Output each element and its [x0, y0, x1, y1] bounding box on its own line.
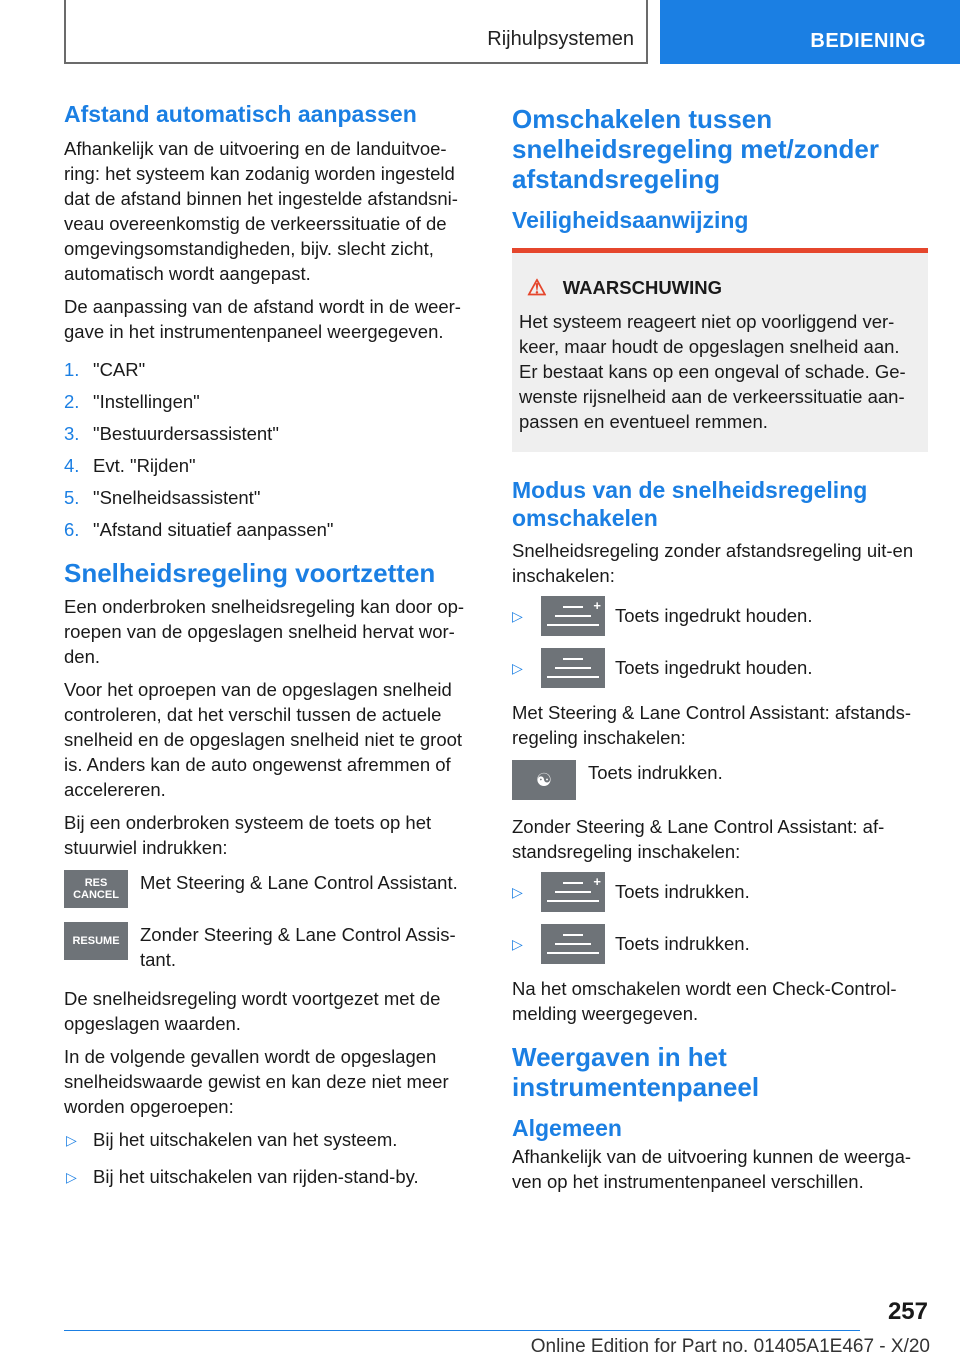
list-item: 2. "Instellingen": [64, 391, 200, 412]
warning-title: ⚠ WAARSCHUWING: [527, 275, 723, 300]
resume-button-icon: RESUME: [64, 922, 128, 960]
triangle-bullet-icon: ▷: [512, 883, 523, 900]
list-item: ▷ Bij het uitschakelen van rijden-stand-by.: [64, 1164, 478, 1189]
list-item: 4. Evt. "Rijden": [64, 455, 196, 476]
chapter-title: BEDIENING: [810, 30, 926, 52]
resume-text: Zonder Steering & Lane Control Assis-tant.: [140, 924, 456, 970]
right-column: [512, 100, 928, 1202]
heading-modus: Modus van de snelheidsregeling omschakelen: [512, 477, 868, 531]
list-item: 1. "CAR": [64, 359, 146, 380]
heading-algemeen: Algemeen: [512, 1115, 622, 1141]
res-cancel-button-icon: RES CANCEL: [64, 870, 128, 908]
paragraph: Met Steering & Lane Control Assistant: afstands-regeling inschakelen:: [512, 702, 911, 748]
lane-row: ▷ Toets ingedrukt houden.: [512, 648, 928, 688]
paragraph: Na het omschakelen wordt een Check-Control-melding weergegeven.: [512, 978, 897, 1024]
heading-afstand: Afstand automatisch aanpassen: [64, 101, 417, 127]
paragraph: In de volgende gevallen wordt de opgeslagen snelheidswaarde gewist en kan deze niet meer worden opgeroepen:: [64, 1046, 449, 1117]
paragraph: Bij een onderbroken systeem de toets op het stuurwiel indrukken:: [64, 812, 432, 858]
triangle-bullet-icon: ▷: [512, 607, 523, 624]
header-left-box: [64, 0, 648, 64]
bullet-list: [64, 1127, 478, 1189]
res-cancel-text: Met Steering & Lane Control Assistant.: [140, 872, 458, 893]
list-item: 5. "Snelheidsassistent": [64, 487, 261, 508]
steering-assist-button-icon: ☯: [512, 760, 576, 800]
list-item: 3. "Bestuurdersassistent": [64, 423, 279, 444]
paragraph: Voor het oproepen van de opgeslagen snelheid controleren, dat het verschil tussen de actuele snelheid en de opgeslagen snelheid niet te groot is. Anders kan de auto ongewenst afremmen of accelereren.: [64, 679, 463, 800]
left-column: [64, 100, 478, 1201]
lane-plus-button-icon: +: [541, 872, 605, 912]
steering-row: ☯ Toets indrukken.: [512, 760, 928, 800]
lane-plus-button-icon: +: [541, 596, 605, 636]
chapter-tab: [660, 0, 960, 64]
paragraph: Zonder Steering & Lane Control Assistant: af-standsregeling inschakelen:: [512, 816, 885, 862]
heading-weergaven: Weergaven in het instrumentenpaneel: [512, 1042, 760, 1102]
paragraph: Afhankelijk van de uitvoering kunnen de weerga-ven op het instrumentenpaneel verschillen.: [512, 1146, 912, 1192]
paragraph: Snelheidsregeling zonder afstandsregeling uit-en inschakelen:: [512, 540, 914, 586]
paragraph: De aanpassing van de afstand wordt in de weer-gave in het instrumentenpaneel weergegeven.: [64, 296, 461, 342]
res-cancel-row: [64, 870, 478, 908]
lane-plus-row-2: ▷ + Toets indrukken.: [512, 872, 928, 912]
warning-box: [512, 248, 928, 452]
paragraph: Afhankelijk van de uitvoering en de landuitvoe-ring: het systeem kan zodanig worden ingesteld dat de afstand binnen het ingestelde afstandsni-veau overeenkomstig de verkeerssituatie of de omgevingsomstandigheden, bijv. slecht zicht, automatisch wordt aangepast.: [64, 138, 458, 284]
triangle-bullet-icon: ▷: [66, 1169, 77, 1185]
triangle-bullet-icon: ▷: [512, 659, 523, 676]
footer-divider: [64, 1330, 860, 1331]
heading-omschakelen: Omschakelen tussen snelheidsregeling met/zonder afstandsregeling: [512, 104, 879, 194]
paragraph: De snelheidsregeling wordt voortgezet met de opgeslagen waarden.: [64, 988, 441, 1034]
triangle-bullet-icon: ▷: [66, 1132, 77, 1148]
section-title: Rijhulpsystemen: [487, 28, 634, 50]
footer-edition: Online Edition for Part no. 01405A1E467 - X/20: [530, 1336, 930, 1357]
lane-button-icon: [541, 924, 605, 964]
list-item: ▷ Bij het uitschakelen van het systeem.: [64, 1127, 478, 1152]
list-item: 6. "Afstand situatief aanpassen": [64, 519, 334, 540]
paragraph: Een onderbroken snelheidsregeling kan door op-roepen van de opgeslagen snelheid hervat wor-den.: [64, 596, 465, 667]
heading-voortzetten: Snelheidsregeling voortzetten: [64, 558, 436, 588]
page-number: 257: [887, 1298, 928, 1325]
heading-veiligheid: Veiligheidsaanwijzing: [512, 207, 749, 233]
lane-button-icon: [541, 648, 605, 688]
steps-list: [64, 354, 478, 546]
warning-text: Het systeem reageert niet op voorliggend ver-keer, maar houdt de opgeslagen snelheid aan. Er bestaat kans op een ongeval of schade. Ge-wenste rijsnelheid aan de verkeerssituatie aan-passen en eventueel remmen.: [519, 311, 906, 432]
lane-plus-row: ▷ + Toets ingedrukt houden.: [512, 596, 928, 636]
warning-triangle-icon: ⚠: [527, 275, 547, 300]
lane-row-2: ▷ Toets indrukken.: [512, 924, 928, 964]
triangle-bullet-icon: ▷: [512, 935, 523, 952]
resume-row: [64, 922, 478, 972]
